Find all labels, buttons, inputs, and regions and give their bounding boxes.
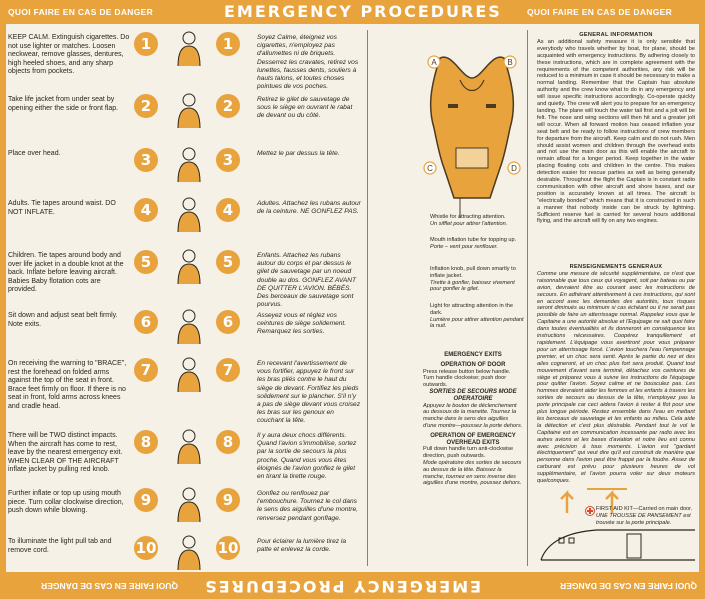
step-text-fr: Retirez le gilet de sauvetage de sous le siège en ouvrant le rabat de devant ou du côté. [257, 96, 353, 120]
step-text-fr: Mettez le par dessus la tête. [257, 150, 340, 157]
footer-left: QUOI FAIRE EN CAS DE DANGER [560, 581, 697, 591]
life-jacket-diagram [420, 48, 524, 232]
step-number: 4 [134, 198, 158, 222]
step-number: 6 [216, 310, 240, 334]
step-text-en: On receiving the warning to "BRACE", rest the forehead on folded arms against the top of the seat in front. Brace feet firmly on floor. If there is no seat in front, fold arms across knees and cradle head. [8, 360, 127, 410]
callout-inflation-knob: Inflation knob, pull down smartly to inflate jacket. Tirette à gonfler, baissez vivement pour gonfler le gilet. [430, 266, 516, 293]
step-text-fr: Il y aura deux chocs différents. Quand l'avion s'immobilise, sortez par la sortie de secours la plus proche. Quand vous vous êtes éloignés de l'avion gonflez le gilet en tirant la tirette rouge. [257, 432, 357, 481]
step-illustration [164, 356, 214, 394]
column-divider [527, 30, 528, 566]
step-number: 4 [216, 198, 240, 222]
callout-mouth-tube: Mouth inflation tube for topping up. Porte – vent pour renflouer. [430, 237, 517, 250]
step-number: 7 [134, 358, 158, 382]
step-number: 8 [134, 430, 158, 454]
step-number: 2 [216, 94, 240, 118]
vest-label-c: C [427, 164, 433, 173]
step-number: 2 [134, 94, 158, 118]
step-number: 3 [134, 148, 158, 172]
step-number: 7 [216, 358, 240, 382]
step-text-en: KEEP CALM. Extinguish cigarettes. Do not use lighter or matches. Loosen neckwear, remove glasses, dentures, high heeled shoes, and any sharp objects from pockets. [8, 34, 130, 76]
step-illustration [164, 534, 214, 572]
step-text-fr: Enfants. Attachez les rubans autour du corps et par dessus le gilet de sauvetage par un noeud double au dos. GONFLEZ AVANT DE QUITTER L'AVION. BÉBÉS. Des berceaux de sauvetage sont pourvus. [257, 252, 357, 309]
vest-label-d: D [511, 164, 517, 173]
general-information: GENERAL INFORMATION As an additional safety measure it is only sensible that everybody who travels whether by boat, for plane, should be acquainted with emergency instructions. By adhering closely to these instructions, which are in complete agreement with the requirements of the competent authorities, any risk will be reduced to a minimum in case it should be necessary to make a normal landing. Remember that the Captain has absolute authority and the crew know what to do in any emergency and will issue specific instructions accordingly. Co-operate quickly and quietly. The crew will alert you to prepare for an emergency landing. The plane will touch the water tail first and a jolt will be felt. The nose and wing sections will then hit and a greater jolt will occur. When all forward motion has ceased inflatten your seat belt and be ready to follow instructions of crew members for departure from the aircraft. Keep calm and do not rush. Men should assist women and children through the overhead exits and not use the main door as this will enable the aircraft to remain afloat for a longer period. Keep together in the water placing floating cots and children in the centre. This makes detection easier for rescue parties as well as being generally desirable. Throughout the flight the Captain is in constant radio communication with other aircraft and shore bases, and our position is accurately known at all times. The aircraft is "electrically bonded" which means that it is constructed in such a manner that nobody inside can be struck by lightning. Sufficient reserve fuel is carried for several hours additional flying, and the aircraft will fly on any two engines. [537, 32, 695, 225]
step-text-fr: Pour éclairer la lumière tirez la patte et enlevez la corde. [257, 538, 347, 554]
header-right: QUOI FAIRE EN CAS DE DANGER [527, 7, 673, 17]
bottom-band [0, 572, 705, 599]
callout-light: Light for attracting attention in the dark. Lumière pour attirer attention pendant la nuit. [430, 303, 524, 330]
step-text-fr: Adultes. Attachez les rubans autour de la ceinture. NE GONFLEZ PAS. [257, 200, 361, 216]
header-left: QUOI FAIRE EN CAS DE DANGER [8, 7, 154, 17]
vest-label-a: A [431, 58, 437, 67]
step-illustration [164, 146, 214, 184]
step-number: 10 [134, 536, 158, 560]
step-illustration [164, 486, 214, 524]
step-number: 6 [134, 310, 158, 334]
step-illustration [164, 428, 214, 466]
step-illustration [164, 92, 214, 130]
step-number: 1 [216, 32, 240, 56]
step-text-en: Sit down and adjust seat belt firmly. Note exits. [8, 312, 118, 328]
step-text-en: Further inflate or top up using mouth piece. Turn collar clockwise direction, push down while blowing. [8, 490, 124, 515]
step-text-fr: Gonflez ou renflouez par l'embouchure. Tournez le col dans le sens des aiguilles d'une montre, renversez pendant gonflage. [257, 490, 358, 522]
step-illustration [164, 308, 214, 346]
step-number: 1 [134, 32, 158, 56]
step-text-en: There will be TWO distinct impacts. When the aircraft has come to rest, leave by the nearest emergency exit. WHEN CLEAR OF THE AIRCRAFT inflate jacket by pulling red knob. [8, 432, 123, 474]
aircraft-outline [537, 512, 697, 568]
step-text-en: Adults. Tie tapes around waist. DO NOT INFLATE. [8, 200, 116, 216]
right-edge [699, 24, 705, 572]
step-text-en: Children. Tie tapes around body and over life jacket in a double knot at the back. Inflate before leaving aircraft. Babies Baby flotation cots are provided. [8, 252, 124, 294]
step-illustration [164, 30, 214, 68]
footer-right: QUOI FAIRE EN CAS DE DANGER [41, 581, 178, 591]
top-band [0, 0, 705, 24]
step-number: 9 [134, 488, 158, 512]
step-number: 10 [216, 536, 240, 560]
step-text-fr: En recevant l'avertissement de vous fortifier, appuyez le front sur les bras pliés contre le haut du siège de devant. Fortifiez les pieds solidement sur le plancher. S'il n'y a pas de siège devant vous croisez les bras sur les genoux en couchant la tête. [257, 360, 360, 425]
step-number: 9 [216, 488, 240, 512]
step-number: 8 [216, 430, 240, 454]
step-text-en: Take life jacket from under seat by opening either the side or front flap. [8, 96, 119, 112]
callout-whistle: Whistle for attracting attention. Un sifflet pour attirer l'attention. [430, 214, 508, 227]
column-divider [367, 30, 368, 566]
step-text-fr: Asseyez vous et réglez vos ceintures de siège solidement. Remarquez les sorties. [257, 312, 347, 336]
first-aid-kit: FIRST AID KIT—Carried on main door. UNE TROUSSE DE PANSEMENT est trouvée sur la porte principale. [596, 506, 693, 526]
emergency-exits: EMERGENCY EXITS OPERATION OF DOOR Press release button below handle. Turn handle clockwise; push door outwards. SORTIES DE SECOURS MODE OPERATOIRE Appuyez le bouton de déclenchement au dessous de la manette. Tournez la manche dans le sens des aiguilles d'une montre—poussez la porte dehors. OPERATION OF EMERGENCY OVERHEAD EXITS Pull down handle turn anti-clockwise direction, push outwards. Mode opératoire des sorties de secours au dessus de la tête. Baissez la manche, tournez en sens inverse des aiguilles d'une montre, poussez dehors. [423, 352, 523, 487]
header-title: EMERGENCY PROCEDURES [224, 2, 502, 21]
step-text-fr: Soyez Calme, éteignez vos cigarettes, n'employez pas d'allumettes ni de briquets. Desserrez les cravates, retirez vos lunettes, fausses dents, souliers à hauts talons, et toutes choses pointues de vos poches. [257, 34, 359, 91]
step-illustration [164, 248, 214, 286]
step-text-en: To illuminate the light pull tab and remove cord. [8, 538, 112, 554]
step-number: 5 [134, 250, 158, 274]
step-text-en: Place over head. [8, 150, 61, 157]
step-number: 5 [216, 250, 240, 274]
footer-title: EMERGENCY PROCEDURES [203, 577, 481, 596]
left-edge [0, 24, 6, 572]
renseignements-generaux: RENSEIGNEMENTS GENERAUX Comme une mesure de sécurité supplémentaire, ce n'est que raisonnable que tous ceux qui voyagent, soit par bateau ou par avion, devraient être au courant avec les instructions de secours. En adhérant attentivement à ces instructions, qui sont en accord avec les demandes des autorités, tous risques seront diminués au minimum si cas échéant ou il ne serait pas possible de faire un atterrissage normal. Rappelez vous que le Capitaine a une autorité absolue et l'Equipage ne sait quoi faire dans toutes éventualités et ils donneront en conséquence les instructions nécessaires. Coopérez tranquillement et rapidement. L'équipage vous avertiront pour vous préparer pour un atterrissage forcé. L'avion touchera l'eau l'empennage premier, et un choc sera senti. Après le partie du nez et des ailes cogneront, et un choc plus fort sera produit. Quand tout mouvement d'avant sera terminé, détachez vos ceintures de siège et préparez vous à suivre les instructions de l'équipage pour quitter l'avion. Soyez calme et ne bousculez pas. Les hommes devraient aider les femmes et les enfants à travers les sorties de secours au dessus de la tête, n'employez pas la porte principale car ceci aidera l'avion à rester à flot pour une plus longue période. Restez ensemble dans l'eau en mettant les berceaux de sauvetage et les enfants au milieu. Cela aide la détection et c'est plus désirable. Pendant tout le vol le Capitaine est en communication incessante par radio avec les autres avions et les bases d'aviation et notre lieu est connu avec précision à tous moments. L'avion est "gardant électriquement" qui veut dire qu'il est construit de manière que personne dans l'avion peut être frappé par la foudre. Assez de carburant est prévu pour plusieurs heures de vol supplémentaire, et l'avion pourra voler sur deux moteurs quelconques. [537, 264, 695, 485]
vest-label-b: B [507, 58, 513, 67]
step-number: 3 [216, 148, 240, 172]
step-illustration [164, 196, 214, 234]
